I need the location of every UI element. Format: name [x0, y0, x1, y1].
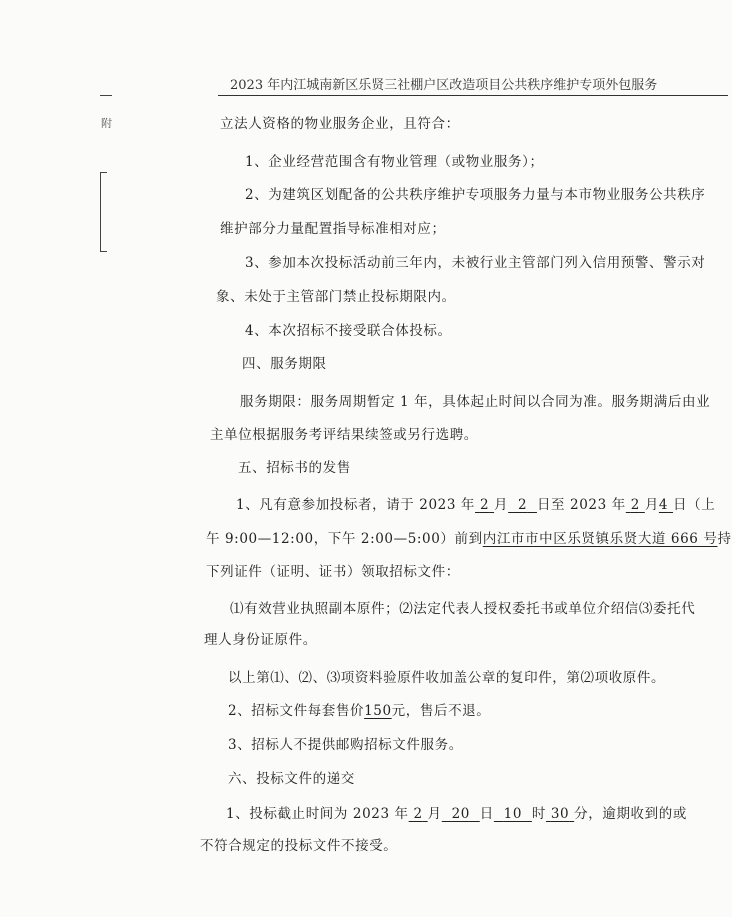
body-line-3: 2、为建筑区划配备的公共秩序维护专项服务力量与本市物业服务公共秩序: [245, 187, 706, 203]
text-segment: 分，逾期收到的或: [574, 806, 687, 822]
text-segment: 日（上: [673, 497, 716, 513]
body-line-1: 立法人资格的物业服务企业，且符合：: [220, 116, 460, 132]
body-line-7: 4、本次招标不接受联合体投标。: [245, 323, 452, 339]
month-value: 2: [630, 497, 640, 513]
text-segment: 2、招标文件每套售价: [228, 703, 365, 719]
underlined-hour: [494, 806, 532, 822]
underlined-day: [442, 806, 480, 822]
body-line-21: [226, 802, 687, 822]
hour-value: 10: [503, 806, 523, 822]
day-value: 2: [517, 497, 528, 513]
header-rule: [218, 95, 728, 96]
section-heading-4: 四、服务期限: [242, 356, 327, 372]
body-line-14: 下列证件（证明、证书）领取招标文件：: [206, 564, 460, 580]
body-line-16: 理人身份证原件。: [204, 632, 317, 648]
section-heading-6: 六、投标文件的递交: [228, 771, 355, 787]
day-value: 20: [451, 806, 470, 822]
underlined-month: [409, 806, 428, 822]
body-line-4: 维护部分力量配置指导标准相对应；: [220, 221, 446, 237]
body-line-19: 3、招标人不提供邮购招标文件服务。: [228, 737, 463, 753]
text-segment: 持: [717, 531, 732, 547]
underlined-price: 150: [364, 703, 392, 719]
underlined-month: [475, 497, 494, 513]
body-line-18: [228, 699, 490, 719]
month-value: 2: [479, 497, 490, 513]
body-line-13: [206, 527, 732, 547]
body-line-9: 服务期限：服务周期暂定 1 年，具体起止时间以合同为准。服务期满后由业: [240, 394, 711, 410]
text-segment: 月: [427, 806, 442, 822]
body-line-12: [236, 493, 715, 513]
text-segment: 时: [531, 806, 546, 822]
body-line-2: 1、企业经营范围含有物业管理（或物业服务）；: [245, 154, 544, 170]
body-line-5: 3、参加本次投标活动前三年内，未被行业主管部门列入信用预警、警示对: [245, 255, 706, 271]
underlined-minute: [546, 806, 574, 822]
body-line-10: 主单位根据服务考评结果续签或另行选聘。: [210, 427, 478, 443]
underlined-day: [508, 497, 537, 513]
text-segment: 日: [479, 806, 494, 822]
body-line-15: ⑴有效营业执照副本原件；⑵法定代表人授权委托书或单位介绍信⑶委托代: [230, 601, 696, 617]
text-segment: 午 9:00—12:00，下午 2:00—5:00）前到: [206, 531, 483, 547]
margin-char: 附: [101, 117, 112, 130]
underlined-month: [626, 497, 645, 513]
minute-value: 30: [550, 806, 570, 822]
body-line-6: 象、未处于主管部门禁止投标期限内。: [216, 289, 456, 305]
month-value: 2: [413, 806, 423, 822]
margin-bracket: [100, 172, 107, 252]
text-segment: 月: [494, 497, 509, 513]
body-line-22: 不符合规定的投标文件不接受。: [200, 838, 398, 854]
body-line-17: 以上第⑴、⑵、⑶项资料验原件收加盖公章的复印件，第⑵项收原件。: [228, 670, 666, 686]
text-segment: 元，售后不退。: [391, 703, 491, 719]
text-segment: 1、凡有意参加投标者，请于 2023 年: [236, 497, 476, 513]
underlined-address: 内江市市中区乐贤镇乐贤大道 666 号: [482, 531, 718, 547]
text-segment: 月: [644, 497, 659, 513]
page-header: 2023 年内江城南新区乐贤三社棚户区改造项目公共秩序维护专项外包服务: [230, 78, 658, 93]
margin-mark: [100, 95, 112, 96]
text-segment: 日至 2023 年: [536, 497, 626, 513]
day-value: 4: [658, 497, 669, 513]
section-heading-5: 五、招标书的发售: [238, 460, 351, 476]
underlined-day: [659, 497, 673, 513]
text-segment: 1、投标截止时间为 2023 年: [226, 806, 409, 822]
